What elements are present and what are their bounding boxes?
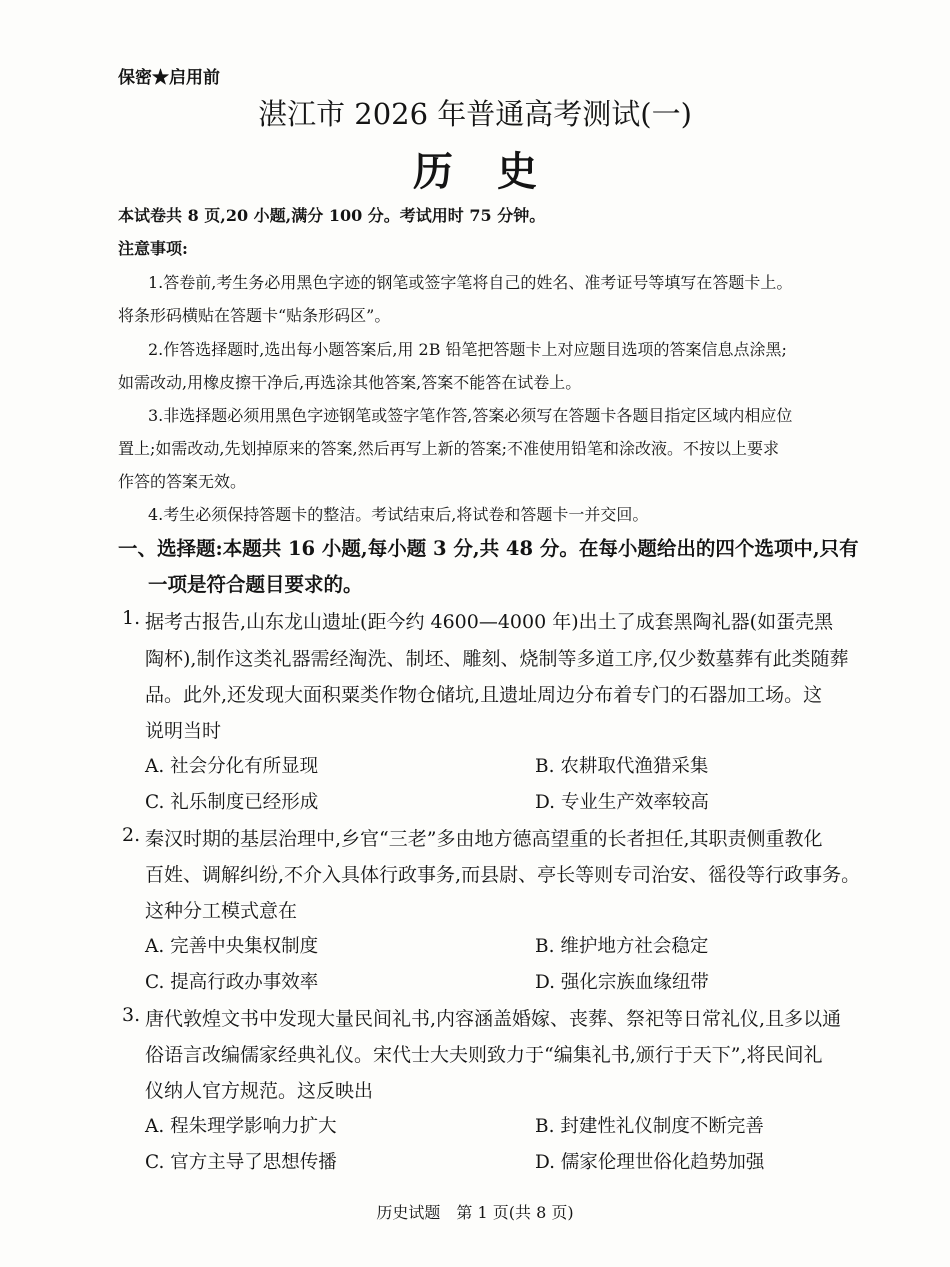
question-2-option-d[interactable]: D. 强化宗族血缘纽带 xyxy=(535,972,709,993)
question-3-number: 3. xyxy=(122,1004,141,1026)
question-3-option-d[interactable]: D. 儒家伦理世俗化趋势加强 xyxy=(535,1152,765,1173)
notice-heading: 注意事项: xyxy=(118,239,188,258)
question-1-option-d[interactable]: D. 专业生产效率较高 xyxy=(535,792,709,813)
question-1-line-2: 陶杯),制作这类礼器需经淘洗、制坯、雕刻、烧制等多道工序,仅少数墓葬有此类随葬 xyxy=(145,648,849,670)
question-2-number: 2. xyxy=(122,824,141,846)
notice-item-4-line-1: 4.考生必须保持答题卡的整洁。考试结束后,将试卷和答题卡一并交回。 xyxy=(148,505,649,524)
question-3-option-c[interactable]: C. 官方主导了思想传播 xyxy=(145,1152,337,1173)
question-2-option-c[interactable]: C. 提高行政办事效率 xyxy=(145,972,319,993)
question-2-option-a[interactable]: A. 完善中央集权制度 xyxy=(145,936,319,957)
section-heading-line-1: 一、选择题:本题共 16 小题,每小题 3 分,共 48 分。在每小题给出的四个选项中,只有 xyxy=(118,537,859,560)
exam-title: 湛江市 2026 年普通高考测试(一) xyxy=(258,97,692,131)
question-1-line-1: 据考古报告,山东龙山遗址(距今约 4600—4000 年)出土了成套黑陶礼器(如蛋壳黑 xyxy=(145,611,834,633)
notice-item-2-line-1: 2.作答选择题时,选出每小题答案后,用 2B 铅笔把答题卡上对应题目选项的答案信息点涂黑; xyxy=(148,340,787,359)
notice-item-3-line-3: 作答的答案无效。 xyxy=(118,472,247,491)
question-1-option-b[interactable]: B. 农耕取代渔猎采集 xyxy=(535,756,709,777)
subject-title: 历史 xyxy=(413,148,581,195)
notice-item-3-line-2: 置上;如需改动,先划掉原来的答案,然后再写上新的答案;不准使用铅笔和涂改液。不按以上要求 xyxy=(118,439,779,458)
question-1-line-3: 品。此外,还发现大面积粟类作物仓储坑,且遗址周边分布着专门的石器加工场。这 xyxy=(145,684,823,706)
question-2-line-1: 秦汉时期的基层治理中,乡官“三老”多由地方德高望重的长者担任,其职责侧重教化 xyxy=(145,828,823,850)
confidential-label: 保密★启用前 xyxy=(118,68,220,88)
question-1-option-c[interactable]: C. 礼乐制度已经形成 xyxy=(145,792,319,813)
notice-item-2-line-2: 如需改动,用橡皮擦干净后,再选涂其他答案,答案不能答在试卷上。 xyxy=(118,373,582,392)
page-footer: 历史试题 第 1 页(共 8 页) xyxy=(376,1203,574,1222)
question-3-line-2: 俗语言改编儒家经典礼仪。宋代士大夫则致力于“编集礼书,颁行于天下”,将民间礼 xyxy=(145,1044,823,1066)
question-3-option-b[interactable]: B. 封建性礼仪制度不断完善 xyxy=(535,1116,764,1137)
question-3-option-a[interactable]: A. 程朱理学影响力扩大 xyxy=(145,1116,337,1137)
notice-item-1-line-1: 1.答卷前,考生务必用黑色字迹的钢笔或签字笔将自己的姓名、准考证号等填写在答题卡上。 xyxy=(148,273,793,292)
notice-item-1-line-2: 将条形码横贴在答题卡“贴条形码区”。 xyxy=(118,306,391,325)
question-3-line-3: 仪纳人官方规范。这反映出 xyxy=(145,1080,374,1102)
notice-item-3-line-1: 3.非选择题必须用黑色字迹钢笔或签字笔作答,答案必须写在答题卡各题目指定区域内相应位 xyxy=(148,406,793,425)
question-2-line-3: 这种分工模式意在 xyxy=(145,900,298,922)
exam-intro: 本试卷共 8 页,20 小题,满分 100 分。考试用时 75 分钟。 xyxy=(118,206,546,225)
question-1-line-4: 说明当时 xyxy=(145,720,222,742)
section-heading-line-2: 一项是符合题目要求的。 xyxy=(148,573,363,596)
question-1-number: 1. xyxy=(122,607,141,629)
question-3-line-1: 唐代敦煌文书中发现大量民间礼书,内容涵盖婚嫁、丧葬、祭祀等日常礼仪,且多以通 xyxy=(145,1008,842,1030)
question-2-line-2: 百姓、调解纠纷,不介入具体行政事务,而县尉、亭长等则专司治安、徭役等行政事务。 xyxy=(145,864,861,886)
question-1-option-a[interactable]: A. 社会分化有所显现 xyxy=(145,756,319,777)
question-2-option-b[interactable]: B. 维护地方社会稳定 xyxy=(535,936,709,957)
